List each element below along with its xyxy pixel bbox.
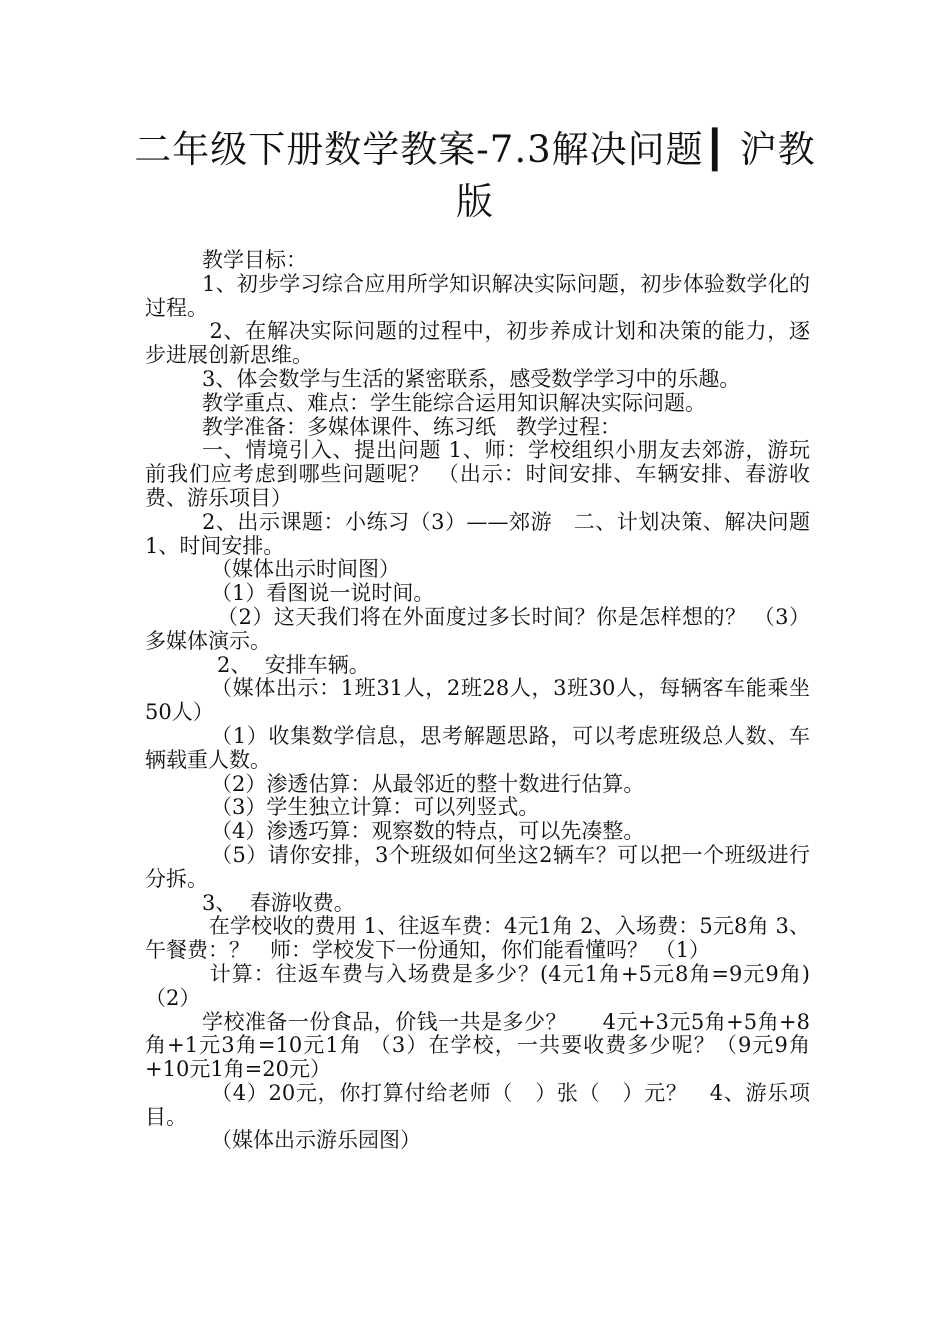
- paragraph: 3、体会数学与生活的紧密联系，感受数学学习中的乐趣。: [202, 366, 741, 391]
- paragraph: （2）渗透估算：从最邻近的整十数进行估算。: [211, 771, 645, 796]
- document-body: [145, 248, 817, 1153]
- paragraph: 3、 春游收费。: [202, 890, 355, 915]
- paragraph: （4）20元，你打算付给老师（ ）张（ ）元？ 4、游乐项目。: [145, 1080, 810, 1129]
- paragraph: 2、在解决实际问题的过程中，初步养成计划和决策的能力，逐步进展创新思维。: [145, 319, 811, 368]
- document-title: 二年级下册数学教案-7.3解决问题┃ 沪教版: [134, 128, 816, 223]
- paragraph: 2、 安排车辆。: [217, 652, 370, 677]
- paragraph: （1）收集数学信息，思考解题思路，可以考虑班级总人数、车辆载重人数。: [145, 723, 810, 772]
- paragraph: （媒体出示：1班31人，2班28人，3班30人，每辆客车能乘坐50人）: [145, 676, 810, 725]
- paragraph: （媒体出示游乐园图）: [211, 1128, 421, 1153]
- paragraph: 2、出示课题：小练习（3）——郊游 二、计划决策、解决问题 1、时间安排。: [145, 509, 817, 558]
- paragraph: （2）这天我们将在外面度过多长时间？你是怎样想的？ （3）多媒体演示。: [145, 604, 810, 653]
- paragraph: 教学目标：: [202, 248, 307, 272]
- paragraph: 1、初步学习综合应用所学知识解决实际问题，初步体验数学化的过程。: [145, 271, 810, 320]
- paragraph: 教学准备：多媒体课件、练习纸 教学过程：: [202, 414, 622, 439]
- paragraph: 教学重点、难点：学生能综合运用知识解决实际问题。: [202, 390, 706, 415]
- paragraph: （5）请你安排，3个班级如何坐这2辆车？可以把一个班级进行分拆。: [145, 842, 810, 891]
- paragraph: （3）学生独立计算：可以列竖式。: [211, 795, 540, 820]
- paragraph: 在学校收的费用 1、往返车费：4元1角 2、入场费：5元8角 3、午餐费：？ 师：学校发下一份通知，你们能看懂吗？ （1）: [145, 914, 810, 963]
- paragraph: 计算：往返车费与入场费是多少？(4元1角+5元8角=9元9角) （2）: [145, 961, 817, 1010]
- paragraph: 一、情境引入、提出问题 1、师：学校组织小朋友去郊游，游玩前我们应考虑到哪些问题呢？ （出示：时间安排、车辆安排、春游收费、游乐项目）: [145, 438, 810, 510]
- paragraph: （1）看图说一说时间。: [211, 581, 435, 606]
- paragraph: （媒体出示时间图）: [211, 557, 400, 582]
- paragraph: （4）渗透巧算：观察数的特点，可以先凑整。: [211, 819, 645, 844]
- paragraph: 学校准备一份食品，价钱一共是多少？ 4元+3元5角+5角+8角+1元3角=10元1角 （3）在学校，一共要收费多少呢？（9元9角+10元1角=20元）: [145, 1009, 810, 1082]
